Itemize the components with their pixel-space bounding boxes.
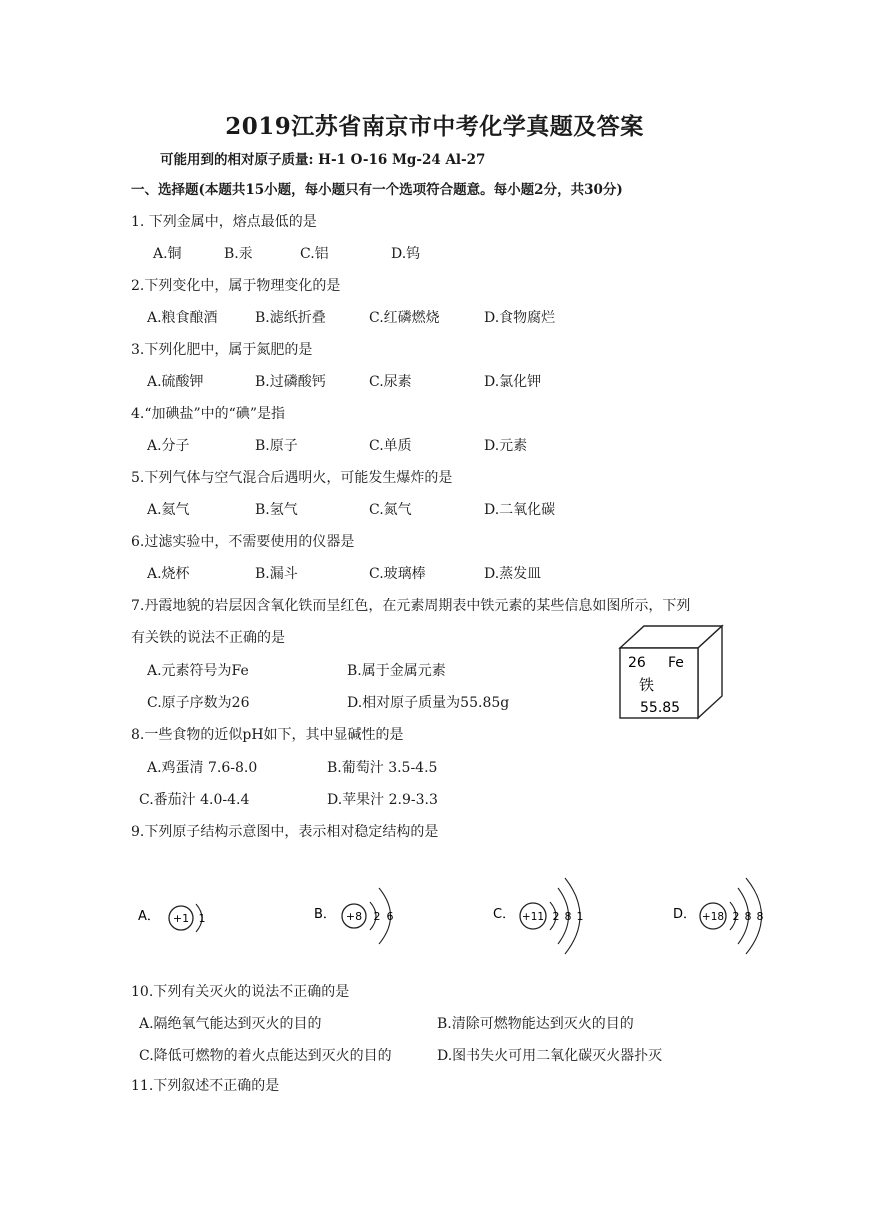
cube-element-symbol: Fe <box>668 655 684 671</box>
question-6-option-d: D.蒸发皿 <box>484 566 542 582</box>
section-heading: 一、选择题(本题共15小题，每小题只有一个选项符合题意。每小题2分，共30分) <box>131 182 623 198</box>
question-7-stem-line-2: 有关铁的说法不正确的是 <box>131 630 285 646</box>
question-5-option-a: A.氦气 <box>147 502 190 518</box>
question-7-option-d: D.相对原子质量为55.85g <box>347 695 510 711</box>
question-1-option-b: B.汞 <box>224 246 253 262</box>
question-10-option-d: D.图书失火可用二氧化碳灭火器扑灭 <box>437 1048 663 1064</box>
question-2-option-c: C.红磷燃烧 <box>369 310 440 326</box>
question-10-option-a: A.隔绝氧气能达到灭火的目的 <box>139 1016 322 1032</box>
question-6-option-b: B.漏斗 <box>255 566 298 582</box>
page-title: 2019江苏省南京市中考化学真题及答案 <box>225 113 644 140</box>
atom-c-shell-3-electrons: 1 <box>576 910 584 923</box>
question-2-option-a: A.粮食酿酒 <box>147 310 218 326</box>
question-9-stem: 9.下列原子结构示意图中，表示相对稳定结构的是 <box>131 824 439 840</box>
question-6-option-a: A.烧杯 <box>147 566 190 582</box>
question-3-option-a: A.硫酸钾 <box>147 374 204 390</box>
atom-a-shell-1-electrons: 1 <box>198 912 206 925</box>
question-3-stem: 3.下列化肥中，属于氮肥的是 <box>131 342 313 358</box>
question-4-option-a: A.分子 <box>147 438 190 454</box>
question-1-option-a: A.铜 <box>153 246 182 262</box>
question-2-stem: 2.下列变化中，属于物理变化的是 <box>131 278 341 294</box>
atom-b-label: B． <box>314 907 336 922</box>
question-2-option-b: B.滤纸折叠 <box>255 310 326 326</box>
question-8-option-d: D.苹果汁 2.9-3.3 <box>327 792 438 808</box>
question-11-stem: 11.下列叙述不正确的是 <box>131 1078 280 1094</box>
atom-d-nucleus-charge: +18 <box>701 911 725 923</box>
question-8-option-c: C.番茄汁 4.0-4.4 <box>139 792 250 808</box>
cube-element-name: 铁 <box>639 676 655 694</box>
question-6-stem: 6.过滤实验中，不需要使用的仪器是 <box>131 534 355 550</box>
question-8-option-a: A.鸡蛋清 7.6-8.0 <box>147 760 258 776</box>
atom-c-nucleus-charge: +11 <box>521 911 545 923</box>
question-4-option-c: C.单质 <box>369 438 412 454</box>
question-3-option-d: D.氯化钾 <box>484 374 542 390</box>
question-3-option-c: C.尿素 <box>369 374 412 390</box>
atom-c-label: C． <box>493 907 516 922</box>
cube-atomic-mass: 55.85 <box>640 700 681 716</box>
atom-d-shell-3-electrons: 8 <box>756 910 764 923</box>
atom-diagram-c <box>487 874 595 958</box>
question-1-stem: 1. 下列金属中，熔点最低的是 <box>131 214 317 230</box>
question-7-option-c: C.原子序数为26 <box>147 695 250 711</box>
atom-c-shell-2-electrons: 8 <box>564 910 572 923</box>
question-7-option-b: B.属于金属元素 <box>347 663 446 679</box>
question-4-option-b: B.原子 <box>255 438 298 454</box>
atom-a-label: A． <box>138 909 160 924</box>
question-6-option-c: C.玻璃棒 <box>369 566 426 582</box>
question-7-stem-line-1: 7.丹霞地貌的岩层因含氧化铁而呈红色，在元素周期表中铁元素的某些信息如图所示，下列 <box>131 598 691 614</box>
cube-atomic-number: 26 <box>628 655 646 671</box>
question-10-option-b: B.清除可燃物能达到灭火的目的 <box>437 1016 634 1032</box>
question-10-option-c: C.降低可燃物的着火点能达到灭火的目的 <box>139 1048 392 1064</box>
question-7-option-a: A.元素符号为Fe <box>147 663 249 679</box>
atom-b-shell-2-electrons: 6 <box>386 910 394 923</box>
atom-d-shell-1-electrons: 2 <box>732 910 740 923</box>
atom-d-label: D． <box>673 907 697 922</box>
question-5-stem: 5.下列气体与空气混合后遇明火，可能发生爆炸的是 <box>131 470 453 486</box>
atom-a-nucleus-charge: +1 <box>172 912 190 925</box>
question-8-option-b: B.葡萄汁 3.5-4.5 <box>327 760 438 776</box>
atom-b-nucleus-charge: +8 <box>345 910 363 923</box>
question-10-stem: 10.下列有关灭火的说法不正确的是 <box>131 984 350 1000</box>
atom-b-shell-1-electrons: 2 <box>373 910 381 923</box>
question-1-option-d: D.钨 <box>391 246 421 262</box>
question-3-option-b: B.过磷酸钙 <box>255 374 326 390</box>
atomic-masses-line: 可能用到的相对原子质量: H-1 O-16 Mg-24 Al-27 <box>160 152 486 168</box>
iron-element-cube-figure <box>610 622 730 724</box>
question-5-option-c: C.氮气 <box>369 502 412 518</box>
question-5-option-d: D.二氧化碳 <box>484 502 556 518</box>
atom-diagram-a <box>132 892 222 944</box>
question-8-stem: 8.一些食物的近似pH如下，其中显碱性的是 <box>131 727 404 743</box>
question-4-stem: 4.“加碘盐”中的“碘”是指 <box>131 406 285 422</box>
atom-d-shell-2-electrons: 8 <box>744 910 752 923</box>
question-5-option-b: B.氢气 <box>255 502 298 518</box>
atom-diagram-b <box>308 880 408 952</box>
question-1-option-c: C.铝 <box>300 246 329 262</box>
atom-diagram-d <box>667 874 779 958</box>
question-2-option-d: D.食物腐烂 <box>484 310 556 326</box>
question-4-option-d: D.元素 <box>484 438 528 454</box>
atom-c-shell-1-electrons: 2 <box>552 910 560 923</box>
